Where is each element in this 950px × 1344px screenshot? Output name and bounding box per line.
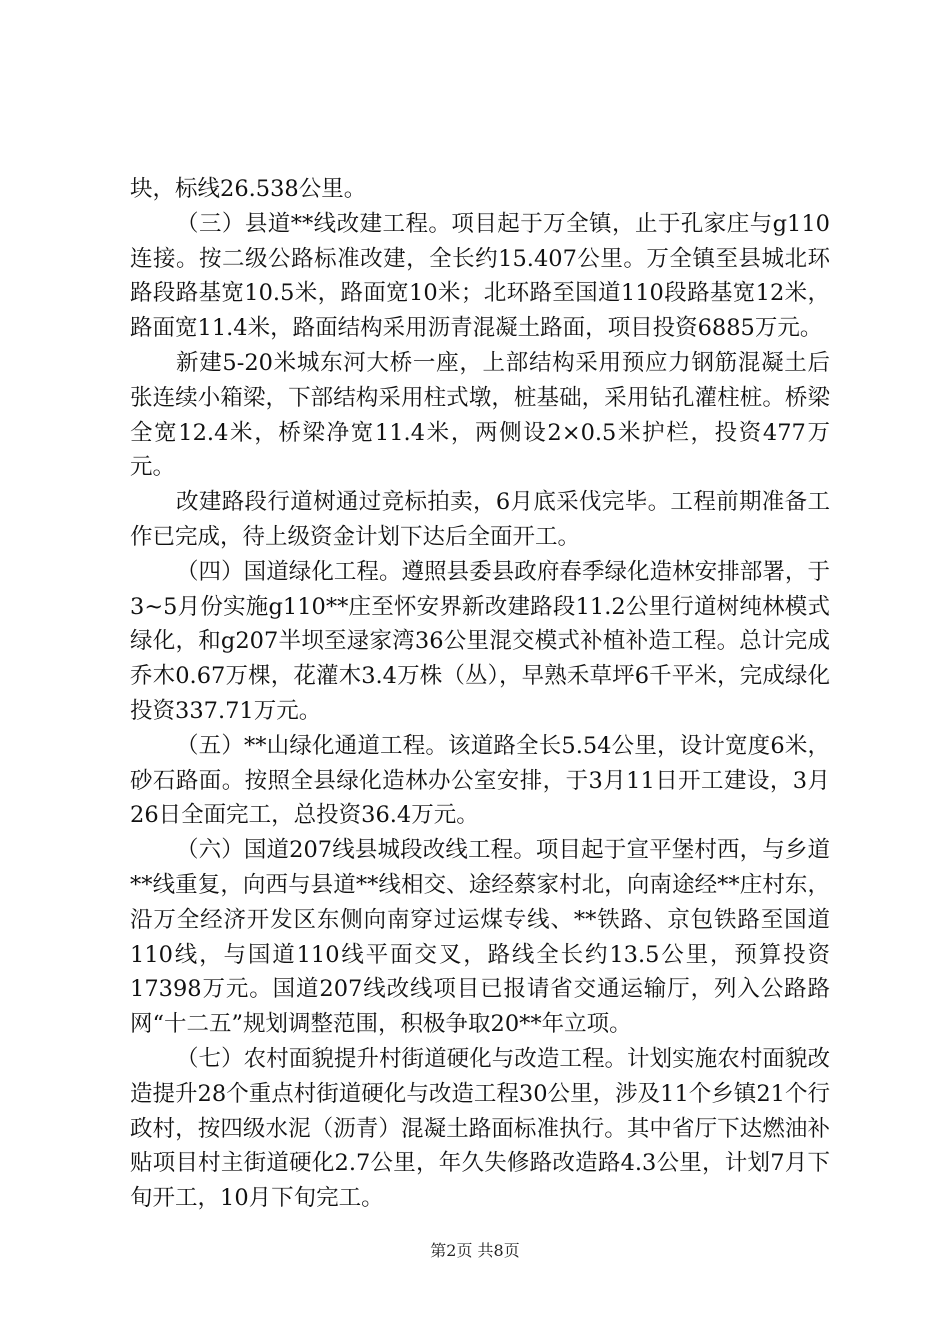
document-body [130, 172, 830, 1216]
paragraph-national-road-207-realignment: （六）国道207线县城段改线工程。项目起于宣平堡村西，与乡道**线重复，向西与县道**线相交、途经蔡家村北，向南途经**庄村东，沿万全经济开发区东侧向南穿过运煤专线、**铁路、京包铁路至国道110线，与国道110线平面交叉，路线全长约13.5公里，预算投资17398万元。国道207线改线项目已报请省交通运输厅，列入公路路网“十二五”规划调整范围，积极争取20**年立项。 [130, 837, 830, 1038]
page-footer: 第2页 共8页 [430, 1241, 520, 1260]
paragraph-roadside-trees: 改建路段行道树通过竞标拍卖，6月底采伐完毕。工程前期准备工作已完成，待上级资金计划下达后全面开工。 [130, 489, 830, 550]
paragraph-mountain-greening-channel: （五）**山绿化通道工程。该道路全长5.54公里，设计宽度6米，砂石路面。按照全县绿化造林办公室安排，于3月11日开工建设，3月26日全面完工，总投资36.4万元。 [130, 732, 830, 829]
paragraph-county-road-rebuild: （三）县道**线改建工程。项目起于万全镇，止于孔家庄与g110连接。按二级公路标准改建，全长约15.407公里。万全镇至县城北环路段路基宽10.5米，路面宽10米；北环路至国道110段路基宽12米，路面宽11.4米，路面结构采用沥青混凝土路面，项目投资6885万元。 [130, 210, 830, 342]
paragraph-national-road-greening: （四）国道绿化工程。遵照县委县政府春季绿化造林安排部署，于3~5月份实施g110**庄至怀安界新改建路段11.2公里行道树纯林模式绿化，和g207半坝至逯家湾36公里混交模式补植补造工程。总计完成乔木0.67万棵，花灌木3.4万株（丛），早熟禾草坪6千平米，完成绿化投资337.71万元。 [130, 558, 830, 724]
paragraph-rural-street-hardening: （七）农村面貌提升村街道硬化与改造工程。计划实施农村面貌改造提升28个重点村街道硬化与改造工程30公里，涉及11个乡镇21个行政村，按四级水泥（沥青）混凝土路面标准执行。其中省厅下达燃油补贴项目村主街道硬化2.7公里，年久失修路改造路4.3公里，计划7月下旬开工，10月下旬完工。 [130, 1045, 830, 1212]
paragraph-continuation: 块，标线26.538公里。 [130, 176, 367, 202]
paragraph-east-river-bridge: 新建5-20米城东河大桥一座，上部结构采用预应力钢筋混凝土后张连续小箱梁，下部结构采用柱式墩，桩基础，采用钻孔灌柱桩。桥梁全宽12.4米，桥梁净宽11.4米，两侧设2×0.5米护栏，投资477万元。 [130, 349, 830, 481]
